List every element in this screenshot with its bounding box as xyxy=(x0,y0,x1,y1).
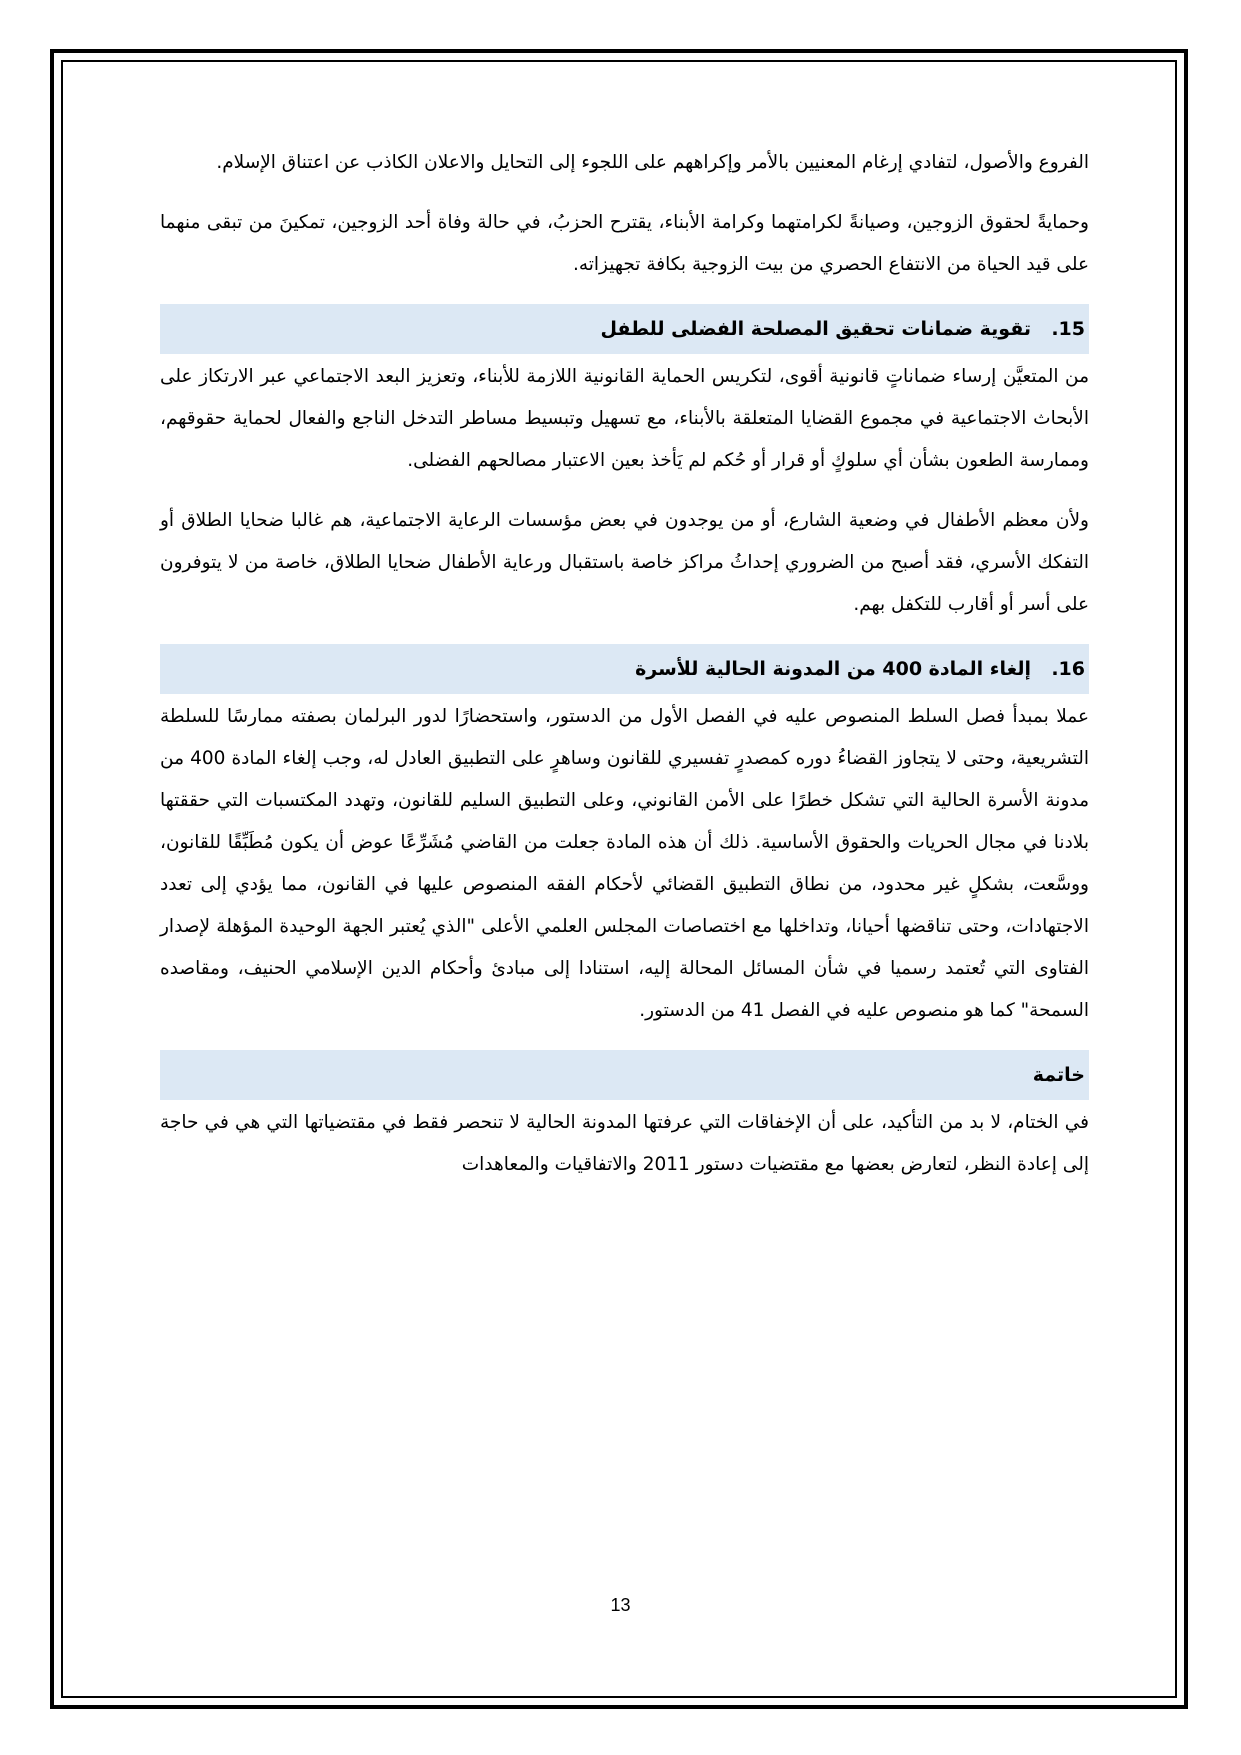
section-15-number: 15. xyxy=(1051,318,1085,340)
conclusion-heading xyxy=(160,1050,1089,1100)
section-16-heading xyxy=(160,644,1089,694)
section-15-title: تقوية ضمانات تحقيق المصلحة الفضلى للطفل xyxy=(600,318,1031,340)
conclusion-title: خاتمة xyxy=(1032,1064,1085,1086)
section-15-heading xyxy=(160,304,1089,354)
section-16-paragraph-1: عملا بمبدأ فصل السلط المنصوص عليه في الفصل الأول من الدستور، واستحضارًا لدور البرلمان بصفته ممارسًا للسلطة التشريعية، وحتى لا يتجاوز القضاءُ دوره كمصدرٍ تفسيري للقانون وساهرٍ على التطبيق العادل له، وجب إلغاء المادة 400 من مدونة الأسرة الحالية التي تشكل خطرًا على الأمن القانوني، وعلى التطبيق السليم للقانون، وتهدد المكتسبات التي حققتها بلادنا في مجال الحريات والحقوق الأساسية. ذلك أن هذه المادة جعلت من القاضي مُشَرِّعًا عوض أن يكون مُطَبِّقًا للقانون، ووسَّعت، بشكلٍ غير محدود، من نطاق التطبيق القضائي لأحكام الفقه المنصوص عليها في القانون، مما يؤدي إلى تعدد الاجتهادات، وحتى تناقضها أحيانا، وتداخلها مع اختصاصات المجلس العلمي الأعلى "الذي يُعتبر الجهة الوحيدة المؤهلة لإصدار الفتاوى التي تُعتمد رسميا في شأن المسائل المحالة إليه، استنادا إلى مبادئ وأحكام الدين الإسلامي الحنيف، ومقاصده السمحة" كما هو منصوص عليه في الفصل 41 من الدستور. xyxy=(160,706,1089,1021)
section-16-title: إلغاء المادة 400 من المدونة الحالية للأسرة xyxy=(635,658,1031,680)
page-content xyxy=(160,142,1089,1204)
conclusion-paragraph-1: في الختام، لا بد من التأكيد، على أن الإخفاقات التي عرفتها المدونة الحالية لا تنحصر فقط في مقتضياتها التي هي في حاجة إلى إعادة النظر، لتعارض بعضها مع مقتضيات دستور 2011 والاتفاقيات والمعاهدات xyxy=(160,1112,1089,1175)
page-number: 13 xyxy=(610,1595,631,1615)
section-15-paragraph-1: من المتعيَّن إرساء ضماناتٍ قانونية أقوى، لتكريس الحماية القانونية اللازمة للأبناء، وتعزيز البعد الاجتماعي عبر الارتكاز على الأبحاث الاجتماعية في مجموع القضايا المتعلقة بالأبناء، مع تسهيل وتبسيط مساطر التدخل الناجع والفعال لحماية حقوقهم، وممارسة الطعون بشأن أي سلوكٍ أو قرار أو حُكم لم يَأخذ بعين الاعتبار مصالحهم الفضلى. xyxy=(160,366,1089,471)
section-15-paragraph-2: ولأن معظم الأطفال في وضعية الشارع، أو من يوجدون في بعض مؤسسات الرعاية الاجتماعية، هم غالبا ضحايا الطلاق أو التفكك الأسري، فقد أصبح من الضروري إحداثُ مراكز خاصة باستقبال ورعاية الأطفال ضحايا الطلاق، خاصة من لا يتوفرون على أسر أو أقارب للتكفل بهم. xyxy=(160,510,1089,615)
intro-paragraph-1: الفروع والأصول، لتفادي إرغام المعنيين بالأمر وإكراههم على اللجوء إلى التحايل والاعلان الكاذب عن اعتناق الإسلام. xyxy=(216,152,1089,173)
section-16-number: 16. xyxy=(1051,658,1085,680)
intro-paragraph-2: وحمايةً لحقوق الزوجين، وصيانةً لكرامتهما وكرامة الأبناء، يقترح الحزبُ، في حالة وفاة أحد الزوجين، تمكينَ من تبقى منهما على قيد الحياة من الانتفاع الحصري من بيت الزوجية بكافة تجهيزاته. xyxy=(160,212,1089,275)
